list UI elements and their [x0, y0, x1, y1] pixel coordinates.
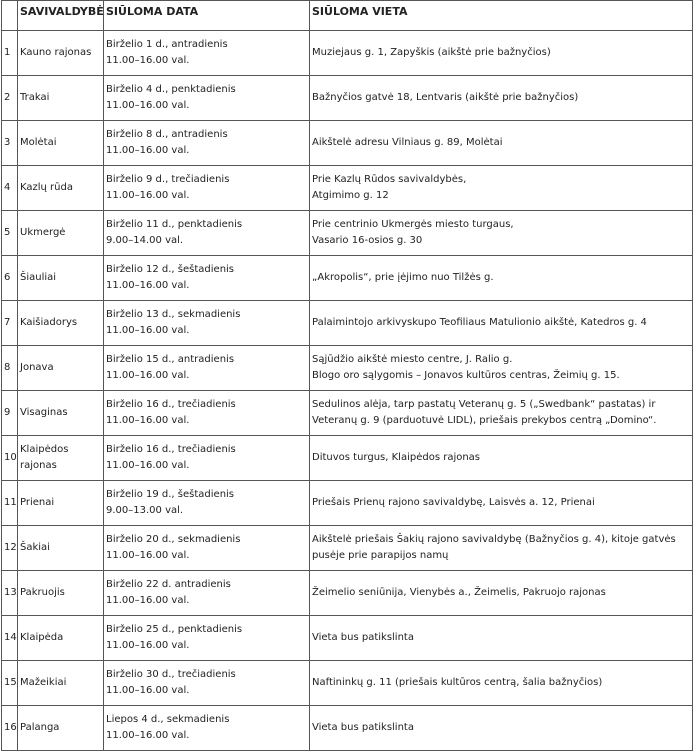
table-row — [2, 121, 693, 166]
place-cell-line: Bažnyčios gatvė 18, Lentvaris (aikštė prie bažnyčios) — [312, 92, 579, 103]
municipality-cell — [18, 121, 104, 166]
row-number: 10 — [2, 436, 18, 481]
date-cell-line: Birželio 15 d., antradienis — [106, 354, 235, 365]
date-cell-line: 11.00–16.00 val. — [106, 370, 190, 381]
date-cell-line: 11.00–16.00 val. — [106, 730, 190, 741]
place-cell-line: Vieta bus patikslinta — [312, 632, 414, 643]
municipality-cell-line: rajonas — [20, 460, 57, 471]
header-row — [2, 1, 693, 31]
header-number — [2, 1, 18, 31]
row-number: 15 — [2, 661, 18, 706]
date-cell-line: 11.00–16.00 val. — [106, 145, 190, 156]
date-cell — [104, 526, 310, 571]
municipality-cell-line: Palanga — [20, 722, 60, 733]
date-cell-line: Birželio 16 d., trečiadienis — [106, 444, 236, 455]
place-cell-line: Palaimintojo arkivyskupo Teofiliaus Matulionio aikštė, Katedros g. 4 — [312, 317, 647, 328]
date-cell-line: Birželio 25 d., penktadienis — [106, 624, 243, 635]
place-cell-line: „Akropolis“, prie įėjimo nuo Tilžės g. — [312, 272, 494, 283]
municipality-cell — [18, 346, 104, 391]
row-number: 13 — [2, 571, 18, 616]
date-cell-line: Birželio 30 d., trečiadienis — [106, 669, 236, 680]
row-number: 4 — [2, 166, 18, 211]
date-cell — [104, 76, 310, 121]
table-row — [2, 256, 693, 301]
date-cell-line: 11.00–16.00 val. — [106, 415, 190, 426]
row-number: 3 — [2, 121, 18, 166]
municipality-cell — [18, 391, 104, 436]
place-cell — [310, 301, 693, 346]
place-cell-line: Vieta bus patikslinta — [312, 722, 414, 733]
municipality-cell-line: Trakai — [20, 92, 50, 103]
date-cell-line: Liepos 4 d., sekmadienis — [106, 714, 230, 725]
date-cell-line: Birželio 9 d., trečiadienis — [106, 174, 230, 185]
table-row — [2, 211, 693, 256]
municipality-cell — [18, 76, 104, 121]
date-cell-line: 11.00–16.00 val. — [106, 460, 190, 471]
table-row — [2, 346, 693, 391]
date-cell-line: Birželio 8 d., antradienis — [106, 129, 228, 140]
date-cell-line: 11.00–16.00 val. — [106, 280, 190, 291]
municipality-cell — [18, 706, 104, 751]
municipality-cell-line: Kaišiadorys — [20, 317, 78, 328]
municipality-cell — [18, 481, 104, 526]
date-cell — [104, 256, 310, 301]
municipality-cell — [18, 661, 104, 706]
place-cell — [310, 481, 693, 526]
place-cell — [310, 706, 693, 751]
date-cell — [104, 391, 310, 436]
municipality-cell — [18, 256, 104, 301]
date-cell — [104, 121, 310, 166]
date-cell-line: 9.00–13.00 val. — [106, 505, 184, 516]
header-municipality: SAVIVALDYBĖ — [18, 1, 104, 31]
municipality-cell-line: Klaipėda — [20, 632, 64, 643]
place-cell-line: Prie Kazlų Rūdos savivaldybės, — [312, 174, 467, 185]
row-number: 8 — [2, 346, 18, 391]
date-cell-line: Birželio 16 d., trečiadienis — [106, 399, 236, 410]
place-cell — [310, 346, 693, 391]
place-cell-line: Dituvos turgus, Klaipėdos rajonas — [312, 452, 481, 463]
table-row — [2, 301, 693, 346]
date-cell — [104, 661, 310, 706]
header-date: SIŪLOMA DATA — [104, 1, 310, 31]
date-cell-line: Birželio 12 d., šeštadienis — [106, 264, 235, 275]
place-cell-line: Žeimelio seniūnija, Vienybės a., Žeimelis, Pakruojo rajonas — [312, 587, 606, 598]
place-cell-line: Blogo oro sąlygomis – Jonavos kultūros centras, Žeimių g. 15. — [312, 370, 620, 381]
date-cell — [104, 436, 310, 481]
row-number: 16 — [2, 706, 18, 751]
place-cell — [310, 436, 693, 481]
date-cell-line: Birželio 1 d., antradienis — [106, 39, 228, 50]
place-cell-line: Naftininkų g. 11 (priešais kultūros centrą, šalia bažnyčios) — [312, 677, 603, 688]
municipality-cell-line: Šiauliai — [20, 272, 57, 283]
date-cell — [104, 706, 310, 751]
row-number: 12 — [2, 526, 18, 571]
date-cell-line: 9.00–14.00 val. — [106, 235, 184, 246]
municipality-cell-line: Pakruojis — [20, 587, 65, 598]
table-row — [2, 661, 693, 706]
date-cell — [104, 31, 310, 76]
place-cell-line: Vasario 16-osios g. 30 — [312, 235, 423, 246]
row-number: 2 — [2, 76, 18, 121]
place-cell — [310, 256, 693, 301]
place-cell — [310, 76, 693, 121]
place-cell-line: Priešais Prienų rajono savivaldybę, Laisvės a. 12, Prienai — [312, 497, 595, 508]
date-cell-line: 11.00–16.00 val. — [106, 595, 190, 606]
place-cell — [310, 616, 693, 661]
place-cell-line: Aikštelė priešais Šakių rajono savivaldybę (Bažnyčios g. 4), kitoje gatvės — [312, 534, 676, 545]
table-row — [2, 436, 693, 481]
date-cell-line: 11.00–16.00 val. — [106, 190, 190, 201]
date-cell-line: 11.00–16.00 val. — [106, 325, 190, 336]
place-cell — [310, 211, 693, 256]
date-cell-line: 11.00–16.00 val. — [106, 640, 190, 651]
place-cell — [310, 661, 693, 706]
date-cell-line: 11.00–16.00 val. — [106, 55, 190, 66]
table-row — [2, 571, 693, 616]
place-cell-line: Aikštelė adresu Vilniaus g. 89, Molėtai — [312, 137, 503, 148]
municipality-cell — [18, 526, 104, 571]
place-cell — [310, 31, 693, 76]
municipality-cell — [18, 31, 104, 76]
place-cell-line: Prie centrinio Ukmergės miesto turgaus, — [312, 219, 514, 230]
row-number: 6 — [2, 256, 18, 301]
table-body — [2, 31, 693, 751]
date-cell — [104, 616, 310, 661]
place-cell-line: Muziejaus g. 1, Zapyškis (aikštė prie bažnyčios) — [312, 47, 551, 58]
header-place: SIŪLOMA VIETA — [310, 1, 693, 31]
municipality-cell-line: Kauno rajonas — [20, 47, 92, 58]
municipality-cell-line: Kazlų rūda — [20, 182, 73, 193]
date-cell-line: Birželio 20 d., sekmadienis — [106, 534, 241, 545]
municipality-cell-line: Ukmergė — [20, 227, 66, 238]
place-cell-line: Sąjūdžio aikštė miesto centre, J. Ralio g. — [312, 354, 513, 365]
table-row — [2, 76, 693, 121]
table-row — [2, 166, 693, 211]
municipality-cell — [18, 211, 104, 256]
municipality-cell-line: Visaginas — [20, 407, 68, 418]
place-cell-line: pusėje prie parapijos namų — [312, 550, 449, 561]
date-cell-line: Birželio 22 d. antradienis — [106, 579, 231, 590]
date-cell — [104, 166, 310, 211]
row-number: 5 — [2, 211, 18, 256]
place-cell-line: Veteranų g. 9 (parduotuvė LIDL), priešais prekybos centrą „Domino“. — [312, 415, 657, 426]
date-cell — [104, 346, 310, 391]
date-cell-line: 11.00–16.00 val. — [106, 550, 190, 561]
row-number: 7 — [2, 301, 18, 346]
date-cell — [104, 571, 310, 616]
place-cell — [310, 166, 693, 211]
table-row — [2, 706, 693, 751]
municipality-cell-line: Šakiai — [20, 542, 50, 553]
row-number: 1 — [2, 31, 18, 76]
municipality-cell — [18, 436, 104, 481]
municipality-cell-line: Mažeikiai — [20, 677, 67, 688]
date-cell-line: Birželio 19 d., šeštadienis — [106, 489, 235, 500]
municipality-cell — [18, 571, 104, 616]
date-cell — [104, 481, 310, 526]
municipality-cell-line: Klaipėdos — [20, 444, 69, 455]
municipality-cell — [18, 166, 104, 211]
place-cell — [310, 391, 693, 436]
row-number: 9 — [2, 391, 18, 436]
place-cell — [310, 571, 693, 616]
date-cell — [104, 211, 310, 256]
table-row — [2, 391, 693, 436]
schedule-table — [1, 0, 693, 751]
row-number: 14 — [2, 616, 18, 661]
municipality-cell-line: Prienai — [20, 497, 55, 508]
date-cell-line: 11.00–16.00 val. — [106, 100, 190, 111]
municipality-cell — [18, 301, 104, 346]
place-cell-line: Atgimimo g. 12 — [312, 190, 389, 201]
date-cell-line: 11.00–16.00 val. — [106, 685, 190, 696]
municipality-cell — [18, 616, 104, 661]
place-cell — [310, 526, 693, 571]
table-row — [2, 526, 693, 571]
date-cell — [104, 301, 310, 346]
date-cell-line: Birželio 4 d., penktadienis — [106, 84, 236, 95]
place-cell-line: Sedulinos alėja, tarp pastatų Veteranų g. 5 („Swedbank“ pastatas) ir — [312, 399, 656, 410]
municipality-cell-line: Molėtai — [20, 137, 57, 148]
municipality-cell-line: Jonava — [20, 362, 54, 373]
table-row — [2, 31, 693, 76]
table-row — [2, 616, 693, 661]
table-row — [2, 481, 693, 526]
date-cell-line: Birželio 11 d., penktadienis — [106, 219, 243, 230]
place-cell — [310, 121, 693, 166]
row-number: 11 — [2, 481, 18, 526]
date-cell-line: Birželio 13 d., sekmadienis — [106, 309, 241, 320]
